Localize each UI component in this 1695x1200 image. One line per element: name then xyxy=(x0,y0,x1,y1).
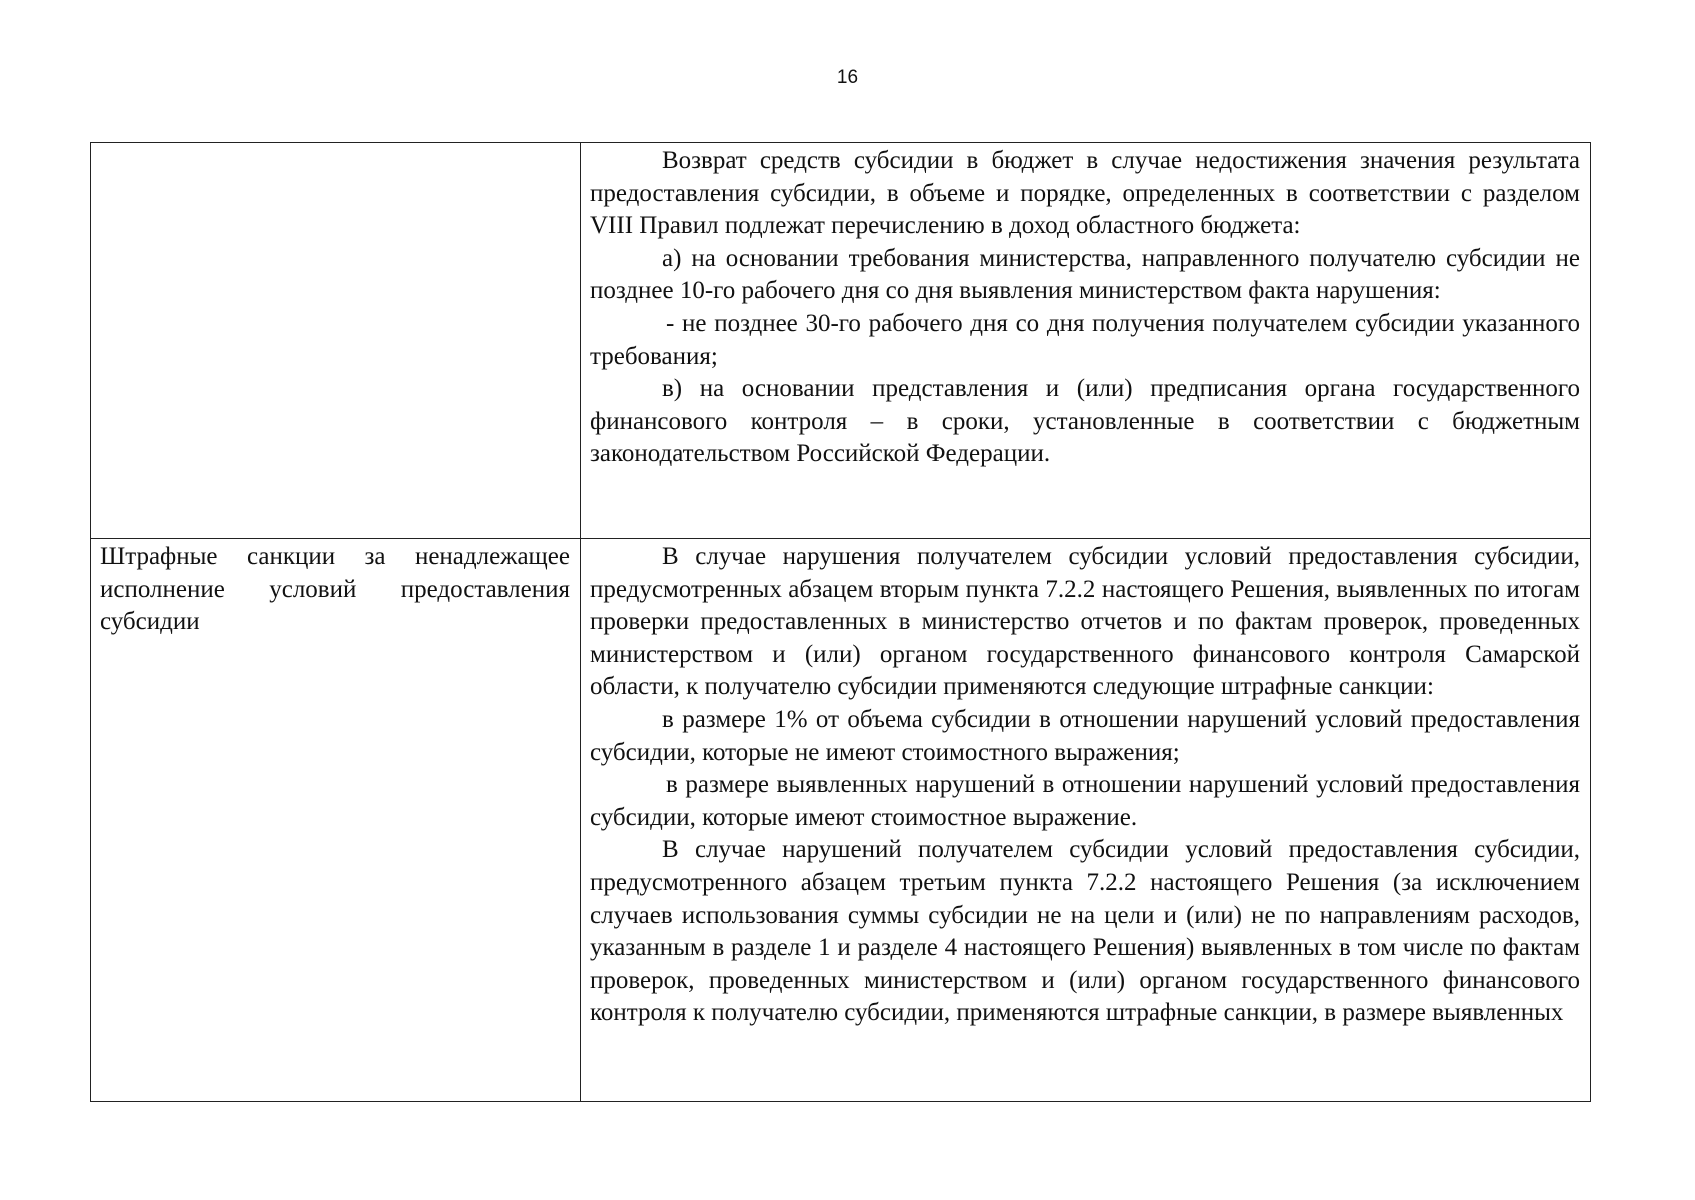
row-content-cell xyxy=(581,539,1591,1102)
paragraph: в) на основании представления и (или) предписания органа государственного финансового контроля – в сроки, установленные в соответствии с бюджетным законодательством Российской Федерации. xyxy=(590,375,1580,468)
row-label: Штрафные санкции за ненадлежащее исполнение условий предоставления субсидии xyxy=(100,543,570,636)
row-content-cell xyxy=(581,143,1591,539)
paragraph: в размере выявленных нарушений в отношении нарушений условий предоставления субсидии, которые имеют стоимостное выражение. xyxy=(590,771,1580,831)
table-row xyxy=(91,143,1591,539)
table-row xyxy=(91,539,1591,1102)
document-table xyxy=(90,142,1591,1102)
paragraph: В случае нарушения получателем субсидии условий предоставления субсидии, предусмотренных абзацем вторым пункта 7.2.2 настоящего Решения, выявленных по итогам проверки предоставленных в министерство отчетов и по фактам проверок, проведенных министерством и (или) органом государственного финансового контроля Самарской области, к получателю субсидии применяются следующие штрафные санкции: xyxy=(590,543,1580,701)
paragraph: - не позднее 30-го рабочего дня со дня получения получателем субсидии указанного требования; xyxy=(590,309,1580,370)
row-label-cell xyxy=(91,539,581,1102)
paragraph: Возврат средств субсидии в бюджет в случае недостижения значения результата предоставления субсидии, в объеме и порядке, определенных в соответствии с разделом VIII Правил подлежат перечислению в доход областного бюджета: xyxy=(590,147,1580,240)
paragraph: а) на основании требования министерства, направленного получателю субсидии не позднее 10-го рабочего дня со дня выявления министерством факта нарушения: xyxy=(590,244,1580,305)
row-label-cell xyxy=(91,143,581,539)
paragraph: в размере 1% от объема субсидии в отношении нарушений условий предоставления субсидии, которые не имеют стоимостного выражения; xyxy=(590,705,1580,766)
page-number: 16 xyxy=(836,67,859,88)
paragraph: В случае нарушений получателем субсидии условий предоставления субсидии, предусмотренного абзацем третьим пункта 7.2.2 настоящего Решения (за исключением случаев использования суммы субсидии не на цели и (или) не по направлениям расходов, указанным в разделе 1 и разделе 4 настоящего Решения) выявленных в том числе по фактам проверок, проведенных министерством и (или) органом государственного финансового контроля к получателю субсидии, применяются штрафные санкции, в размере выявленных xyxy=(590,836,1580,1027)
